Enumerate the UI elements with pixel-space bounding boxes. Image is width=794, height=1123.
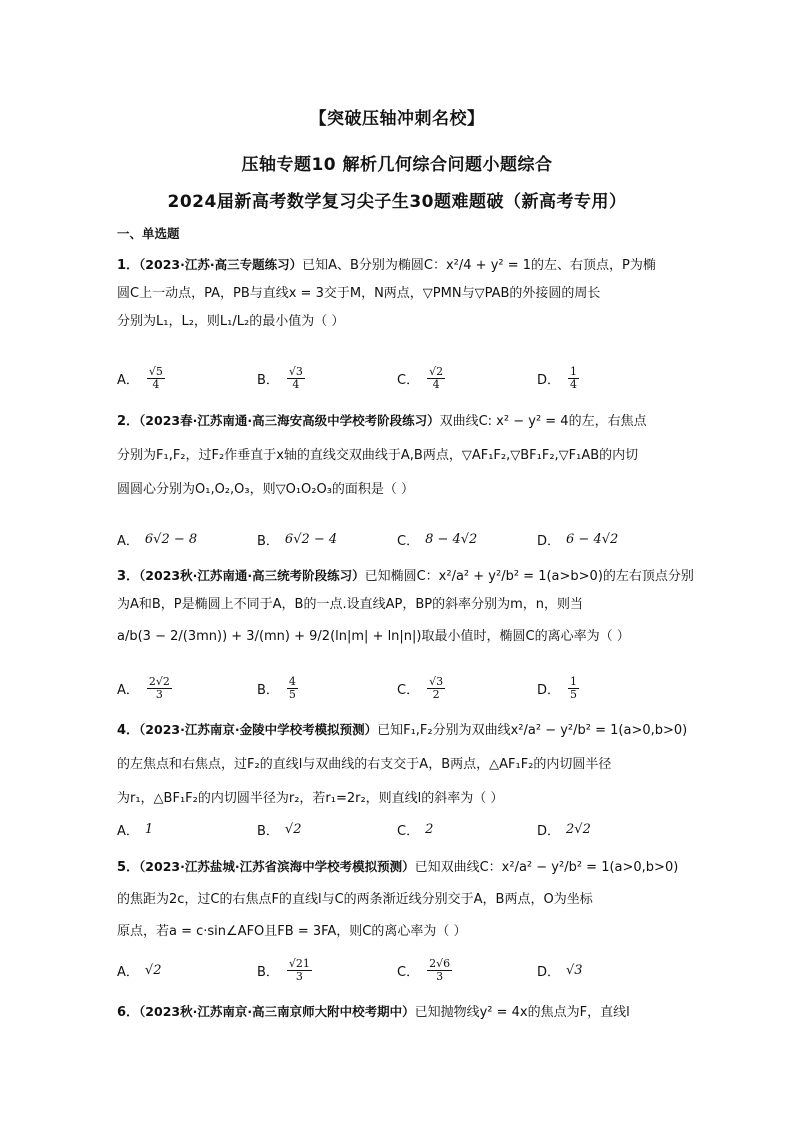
- question-number: 3．: [117, 569, 140, 584]
- question-text: 原点，若a = c·sin∠AFO且FB = 3FA，则C的离心率为（ ）: [117, 924, 467, 939]
- page-title: 压轴专题10 解析几何综合问题小题综合: [241, 155, 553, 175]
- question-source: （2023·江苏南京·金陵中学校考模拟预测）: [139, 722, 378, 737]
- question-text: 为r₁，△BF₁F₂的内切圆半径为r₂，若r₁=2r₂，则直线l的斜率为（ ）: [117, 791, 504, 806]
- question-text: 分别为F₁,F₂，过F₂作垂直于x轴的直线交双曲线于A,B两点，▽AF₁F₂,▽BF₁F₂,▽F₁AB的内切: [117, 448, 639, 463]
- question-text: 为A和B，P是椭圆上不同于A，B的一点.设直线AP，BP的斜率分别为m，n，则当: [117, 597, 583, 612]
- option-d[interactable]: D． 2√2: [537, 821, 591, 839]
- options-row: [117, 673, 677, 703]
- question-source: （2023·江苏·高三专题练习）: [139, 257, 303, 272]
- option-a[interactable]: A． $\frac{√5}{4}$: [117, 364, 163, 391]
- option-a[interactable]: A． 6√2 − 8: [117, 531, 198, 549]
- question-text: 分别为L₁，L₂，则L₁/L₂的最小值为（ ）: [117, 314, 345, 329]
- option-d[interactable]: D． √3: [537, 962, 583, 980]
- option-c[interactable]: C． 2: [397, 821, 434, 839]
- question-4: [117, 716, 688, 813]
- question-text: 已知F₁,F₂分别为双曲线x²/a² − y²/b² = 1(a>0,b>0): [377, 723, 688, 738]
- question-number: 1．: [117, 258, 140, 273]
- page-subtitle: 2024届新高考数学复习尖子生30题难题破（新高考专用）: [167, 192, 627, 212]
- options-row: [117, 814, 677, 844]
- option-d[interactable]: D． $\frac{1}{4}$: [537, 364, 578, 391]
- section-heading: 一、单选题: [117, 226, 180, 241]
- question-text: 已知抛物线y² = 4x的焦点为F，直线l: [414, 1005, 630, 1020]
- question-text: 的左焦点和右焦点，过F₂的直线l与双曲线的右支交于A，B两点，△AF₁F₂的内切圆半径: [117, 757, 612, 772]
- options-row: [117, 955, 677, 985]
- option-b[interactable]: B． $\frac{4}{5}$: [257, 674, 296, 701]
- question-source: （2023秋·江苏南通·高三统考阶段练习）: [139, 568, 365, 583]
- option-c[interactable]: C． $\frac{2√6}{3}$: [397, 956, 451, 983]
- question-text: 已知双曲线C：x²/a² − y²/b² = 1(a>0,b>0): [414, 860, 679, 875]
- question-1: [117, 251, 677, 336]
- option-d[interactable]: D． 6 − 4√2: [537, 531, 619, 549]
- question-number: 2．: [117, 414, 140, 429]
- heading-badge: 【突破压轴冲刺名校】: [309, 109, 485, 129]
- question-2: [117, 407, 677, 504]
- question-text: 双曲线C: x² − y² = 4的左，右焦点: [439, 414, 647, 429]
- question-number: 5．: [117, 860, 140, 875]
- option-b[interactable]: B． $\frac{√21}{3}$: [257, 956, 310, 983]
- question-text: 已知椭圆C：x²/a² + y²/b² = 1(a>b>0)的左右顶点分别: [364, 569, 694, 584]
- question-text: 已知A、B分别为椭圆C：x²/4 + y² = 1的左、右顶点，P为椭: [302, 258, 656, 273]
- option-a[interactable]: A． $\frac{2√2}{3}$: [117, 674, 170, 701]
- question-3: [117, 562, 694, 651]
- option-a[interactable]: A． 1: [117, 821, 154, 839]
- question-number: 4．: [117, 723, 140, 738]
- question-source: （2023春·江苏南通·高三海安高级中学校考阶段练习）: [139, 413, 440, 428]
- options-row: [117, 524, 677, 554]
- question-5: [117, 853, 677, 946]
- options-row: [117, 363, 677, 393]
- option-c[interactable]: C． 8 − 4√2: [397, 531, 478, 549]
- option-c[interactable]: C． $\frac{√3}{2}$: [397, 674, 444, 701]
- option-b[interactable]: B． 6√2 − 4: [257, 531, 338, 549]
- question-6: [117, 998, 677, 1027]
- option-b[interactable]: B． $\frac{√3}{4}$: [257, 364, 303, 391]
- question-source: （2023秋·江苏南京·高三南京师大附中校考期中）: [139, 1004, 415, 1019]
- option-a[interactable]: A． √2: [117, 962, 162, 980]
- option-c[interactable]: C． $\frac{√2}{4}$: [397, 364, 444, 391]
- question-text: 的焦距为2c，过C的右焦点F的直线l与C的两条渐近线分别交于A，B两点，O为坐标: [117, 892, 593, 907]
- question-text: 圆圆心分别为O₁,O₂,O₃，则▽O₁O₂O₃的面积是（ ）: [117, 482, 415, 497]
- option-b[interactable]: B． √2: [257, 821, 302, 839]
- question-text: a/b(3 − 2/(3mn)) + 3/(mn) + 9/2(ln|m| + ln|n|)取最小值时，椭圆C的离心率为（ ）: [117, 629, 630, 644]
- question-source: （2023·江苏盐城·江苏省滨海中学校考模拟预测）: [139, 859, 415, 874]
- question-number: 6．: [117, 1005, 140, 1020]
- option-d[interactable]: D． $\frac{1}{5}$: [537, 674, 578, 701]
- question-text: 圆C上一动点，PA，PB与直线x = 3交于M，N两点，▽PMN与▽PAB的外接圆的周长: [117, 286, 601, 301]
